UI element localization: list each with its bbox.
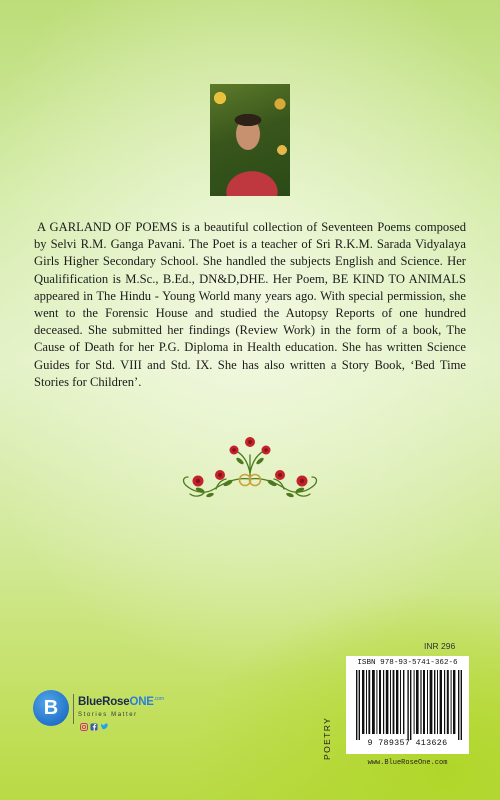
barcode-icon [354, 670, 464, 740]
genre-text: POETRY [322, 716, 332, 760]
author-photo [210, 84, 290, 196]
price-label: INR 296 [424, 641, 456, 651]
book-description: A GARLAND OF POEMS is a beautiful collection of Seventeen Poems composed by Selvi R.M. Ganga Pavani. The Poet is a teacher of Sri R.K.M. Sarada Vidyalaya Girls Higher Secondary School. She handled the subjects English and Science. Her Qualifification is M.Sc., B.Ed., DN&D,DHE. Her Poem, BE KIND TO ANIMALS appeared in The Hindu - Young World many years ago. With special permission, she went to the Forensic House and studied the Autopsy Reports of one hundred deceased. She submitted her findings (Review Work) in the form of a book, The Cause of Death for her P.G. Diploma in Health education. She has written Science Guides for Std. VIII and Std. IX. She has also written a Story Book, ‘Bed Time Stories for Children’. [34, 220, 466, 389]
twitter-icon [101, 723, 109, 729]
isbn-number: ISBN 978-93-5741-362-6 [357, 659, 458, 667]
instagram-icon [81, 724, 88, 731]
publisher-logo [33, 690, 164, 736]
logo-name-blue-rose: BlueRose [78, 696, 130, 708]
logo-divider [73, 694, 74, 724]
rose-garland-ornament-icon [176, 433, 324, 503]
isbn-barcode [346, 656, 469, 754]
logo-name-one: ONE [129, 696, 154, 708]
logo-name [78, 696, 164, 708]
logo-name-suffix: .com [153, 696, 164, 702]
barcode-digits: 9 789357 413626 [367, 738, 448, 748]
publisher-website[interactable]: www.BlueRoseOne.com [367, 759, 448, 767]
logo-tagline: Stories Matter [78, 712, 138, 718]
logo-letter: B [33, 690, 69, 726]
social-media-icons [80, 723, 110, 731]
